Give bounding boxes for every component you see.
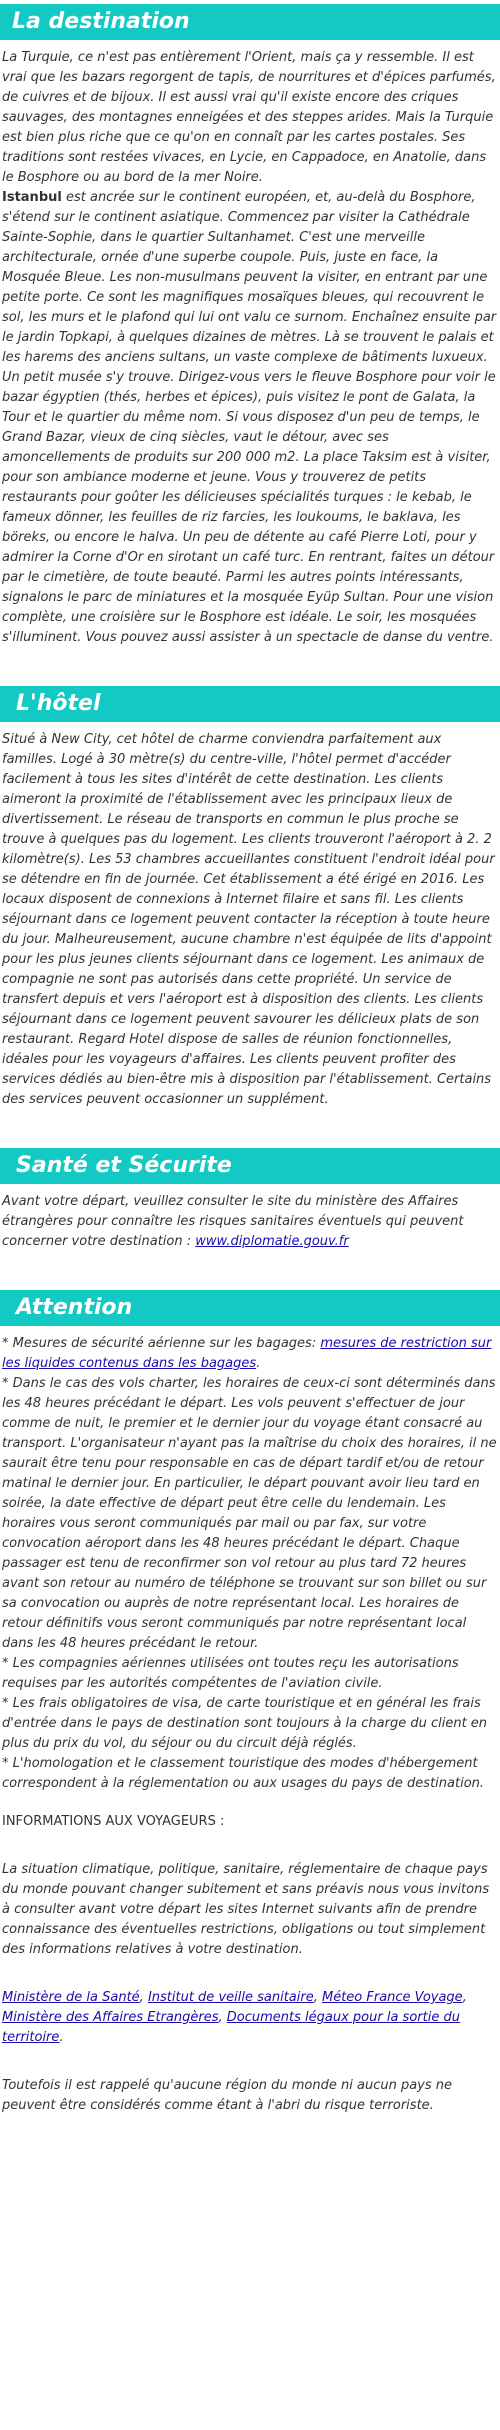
links-end: . [59, 2030, 64, 2045]
airlines-note: * Les compagnies aériennes utilisées ont toutes reçu les autorisations requises par les autorités compétentes de l'aviation civile. [2, 1656, 459, 1691]
spacer [0, 1252, 500, 1290]
attention-section [0, 1334, 500, 2116]
charter-note: * Dans le cas des vols charter, les horaires de ceux-ci sont déterminés dans les 48 heures précédant le départ. Les vols peuvent s'effectuer de jour comme de nuit, le premier et le dernier jour du voyage étant consacré au transport. L'organisateur n'ayant pas la maîtrise du choix des horaires, il ne saurait être tenu pour responsable en cas de départ tardif et/ou de retour matinal le dernier jour. En particulier, le départ pouvant avoir lieu tard en soirée, la date effective de départ peut être celle du lendemain. Les horaires vous seront communiqués par mail ou par fax, sur votre convocation aéroport dans les 48 heures précédant le départ. Chaque passager est tenu de reconfirmer son vol retour au plus tard 72 heures avant son retour au numéro de téléphone se trouvant sur son billet ou sur sa convocation ou auprès de notre représentant local. Les horaires de retour définitifs vous seront communiqués par notre représentant local dans les 48 heures précédant le retour. [2, 1376, 497, 1651]
spacer [0, 1110, 500, 1148]
destination-section [0, 48, 500, 648]
liquid-restrictions-link[interactable]: mesures de restriction sur les liquides contenus dans les bagages [2, 1336, 492, 1371]
hotel-heading: L'hôtel [0, 686, 500, 722]
info-links [0, 1988, 500, 2048]
attention-heading: Attention [0, 1290, 500, 1326]
affaires-etrangeres-link[interactable]: Ministère des Affaires Etrangères [2, 2010, 219, 2025]
meteo-france-link[interactable]: Méteo France Voyage [321, 1990, 463, 2005]
ministere-sante-link[interactable]: Ministère de la Santé [2, 1990, 140, 2005]
documents-legaux-link[interactable]: Documents légaux pour la sortie du territoire [2, 2010, 460, 2045]
istanbul-text: est ancrée sur le continent européen, et, au-delà du Bosphore, s'étend sur le continent asiatique. Commencez par visiter la Cathédrale Sainte-Sophie, dans le quartier Sultanhamet. C'est une merveille architecturale, ornée d'une superbe coupole. Puis, juste en face, la Mosquée Bleue. Les non-musulmans peuvent la visiter, en entrant par une petite porte. Ce sont les magnifiques mosaïques bleues, qui recouvrent le sol, les murs et le plafond qui lui ont valu ce surnom. Enchaînez ensuite par le jardin Topkapi, à quelques dizaines de mètres. Là se trouvent le palais et les harems des anciens sultans, un vaste complexe de bâtiments luxueux. Un petit musée s'y trouve. Dirigez-vous vers le fleuve Bosphore pour voir le bazar égyptien (thés, herbes et épices), puis visitez le pont de Galata, la Tour et le quartier du même nom. Si vous disposez d'un peu de temps, le Grand Bazar, vieux de cinq siècles, vaut le détour, avec ses amoncellements de produits sur 200 000 m2. La place Taksim est à visiter, pour son ambiance moderne et jeune. Vous y trouverez de petits restaurants pour goûter les délicieuses spécialités turques : le kebab, le fameux dönner, les feuilles de riz farcies, les loukoums, le baklava, les böreks, ou encore le halva. Un peu de détente au café Pierre Loti, pour y admirer la Corne d'Or en sirotant un café turc. En rentrant, faites un détour par le cimetière, de toute beauté. Parmi les autres points intéressants, signalons le parc de miniatures et la mosquée Eyüp Sultan. Pour une vision complète, une croisière sur le Bosphore est idéale. Le soir, les mosquées s'illuminent. Vous pouvez aussi assister à un spectacle de danse du ventre. [2, 190, 497, 645]
hotel-section [0, 730, 500, 1110]
classification-note: * L'homologation et le classement touristique des modes d'hébergement correspondent à la réglementation ou aux usages du pays de destination. [2, 1756, 485, 1791]
fees-note: * Les frais obligatoires de visa, de carte touristique et en général les frais d'entrée dans le pays de destination sont toujours à la charge du client en plus du prix du vol, du séjour ou du circuit déjà réglés. [2, 1696, 488, 1751]
link-separator: , [462, 1990, 467, 2005]
security-prefix: * Mesures de sécurité aérienne sur les bagages: [2, 1336, 321, 1351]
health-text [0, 1192, 500, 1252]
health-heading: Santé et Sécurite [0, 1148, 500, 1184]
info-heading: INFORMATIONS AUX VOYAGEURS : [2, 1814, 225, 1829]
hotel-description: Situé à New City, cet hôtel de charme conviendra parfaitement aux familles. Logé à 30 mètre(s) du centre-ville, l'hôtel permet d'accéder facilement à tous les sites d'intérêt de cette destination. Les clients aimeront la proximité de l'établissement avec les principaux lieux de divertissement. Le réseau de transports en commun le plus proche se trouve à quelques pas du logement. Les clients trouveront l'aéroport à 2. 2 kilomètre(s). Les 53 chambres accueillantes constituent l'endroit idéal pour se détendre en fin de journée. Cet établissement a été érigé en 2016. Les locaux disposent de connexions à Internet filaire et sans fil. Les clients séjournant dans ce logement peuvent contacter la réception à toute heure du jour. Malheureusement, aucune chambre n'est équipée de lits d'appoint pour les plus jeunes clients séjournant dans ce logement. Les animaux de compagnie ne sont pas autorisés dans cette propriété. Un service de transfert depuis et vers l'aéroport est à disposition des clients. Les clients séjournant dans ce logement peuvent savourer les délicieux plats de son restaurant. Regard Hotel dispose de salles de réunion fonctionnelles, idéales pour les voyageurs d'affaires. Les clients peuvent profiter des services dédiés au bien-être mis à disposition par l'établissement. Certains des services peuvent occasionner un supplément. [2, 732, 495, 1107]
link-separator: , [313, 1990, 322, 2005]
spacer [0, 1832, 500, 1860]
spacer [0, 2048, 500, 2076]
health-intro: Avant votre départ, veuillez consulter le site du ministère des Affaires étrangères pour connaître les risques sanitaires éventuels qui peuvent concerner votre destination : [2, 1194, 464, 1249]
link-separator: , [139, 1990, 148, 2005]
institut-veille-link[interactable]: Institut de veille sanitaire [147, 1990, 314, 2005]
security-note [0, 1334, 500, 1374]
health-section [0, 1192, 500, 1252]
spacer [0, 1794, 500, 1812]
spacer [0, 1960, 500, 1988]
terrorism-note: Toutefois il est rappelé qu'aucune région du monde ni aucun pays ne peuvent être considérés comme étant à l'abri du risque terroriste. [2, 2078, 453, 2113]
link-separator: , [218, 2010, 227, 2025]
destination-heading: La destination [0, 4, 500, 40]
diplomatie-link[interactable]: www.diplomatie.gouv.fr [195, 1234, 349, 1249]
istanbul-label: Istanbul [2, 190, 62, 205]
spacer [0, 648, 500, 686]
destination-intro: La Turquie, ce n'est pas entièrement l'Orient, mais ça y ressemble. Il est vrai que les bazars regorgent de tapis, de nourritures et d'épices parfumés, de cuivres et de bijoux. Il est aussi vrai qu'il existe encore des criques sauvages, des montagnes enneigées et des steppes arides. Mais la Turquie est bien plus riche que ce qu'on en connaît par les cartes postales. Ses traditions sont restées vivaces, en Lycie, en Cappadoce, en Anatolie, dans le Bosphore ou au bord de la mer Noire. [2, 50, 496, 185]
security-suffix: . [256, 1356, 261, 1371]
destination-istanbul [0, 188, 500, 648]
info-paragraph: La situation climatique, politique, sanitaire, réglementaire de chaque pays du monde pouvant changer subitement et sans préavis nous vous invitons à consulter avant votre départ les sites Internet suivants afin de prendre connaissance des éventuelles restrictions, obligations ou tout simplement des informations relatives à votre destination. [2, 1862, 490, 1957]
